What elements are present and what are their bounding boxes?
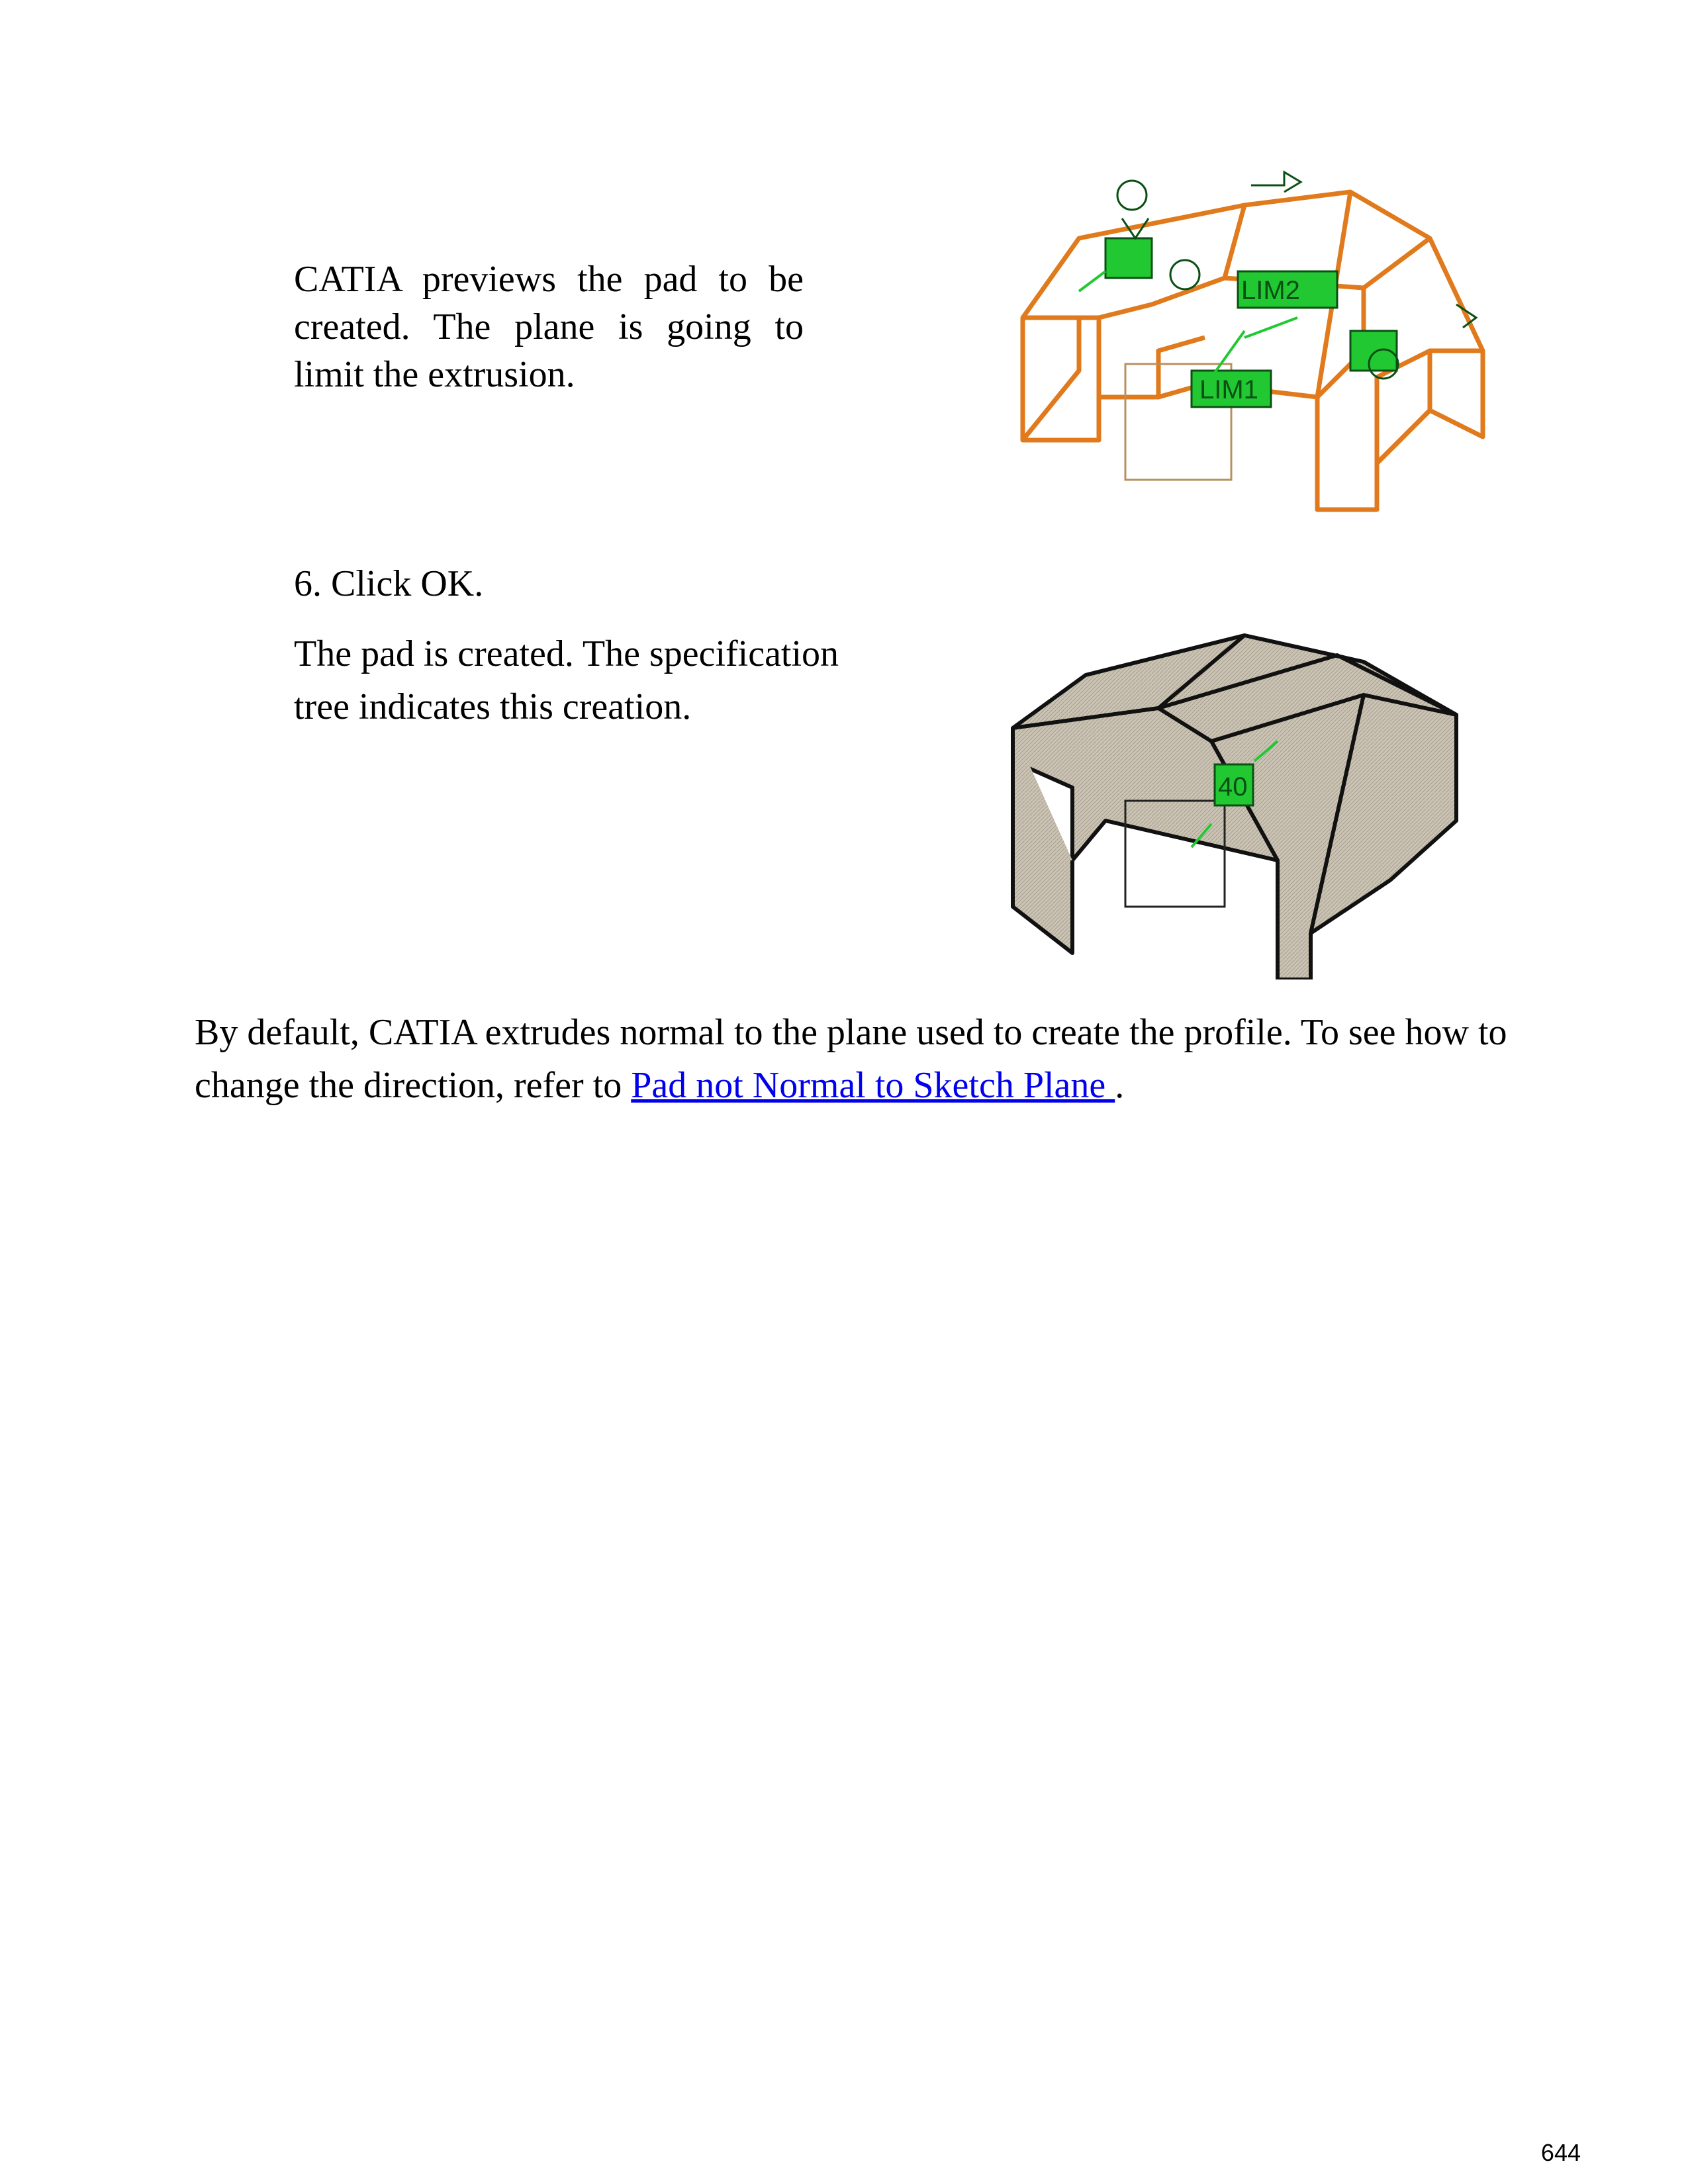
page-number: 644 [1540, 2139, 1581, 2166]
step-click-ok: 6. Click OK. [294, 563, 484, 604]
created-paragraph: The pad is created. The specification tree indicates this creation. [294, 633, 839, 727]
created-pad-figure [993, 622, 1483, 979]
pad-preview-figure [1006, 152, 1529, 556]
default-direction-suffix: . [1115, 1065, 1125, 1106]
default-direction-text: By default, CATIA extrudes normal to the plane used to create the profile. To see how to change the direction, refer to [195, 1012, 1507, 1106]
preview-paragraph: CATIA previews the pad to be created. The plane is going to limit the extrusion. [294, 259, 804, 395]
default-direction-paragraph [195, 1006, 1585, 1112]
pad-not-normal-link[interactable]: Pad not Normal to Sketch Plane [631, 1065, 1115, 1106]
dimension-label: 40 [1218, 772, 1248, 801]
lim2-label: LIM2 [1241, 276, 1300, 305]
lim1-label: LIM1 [1199, 375, 1258, 404]
